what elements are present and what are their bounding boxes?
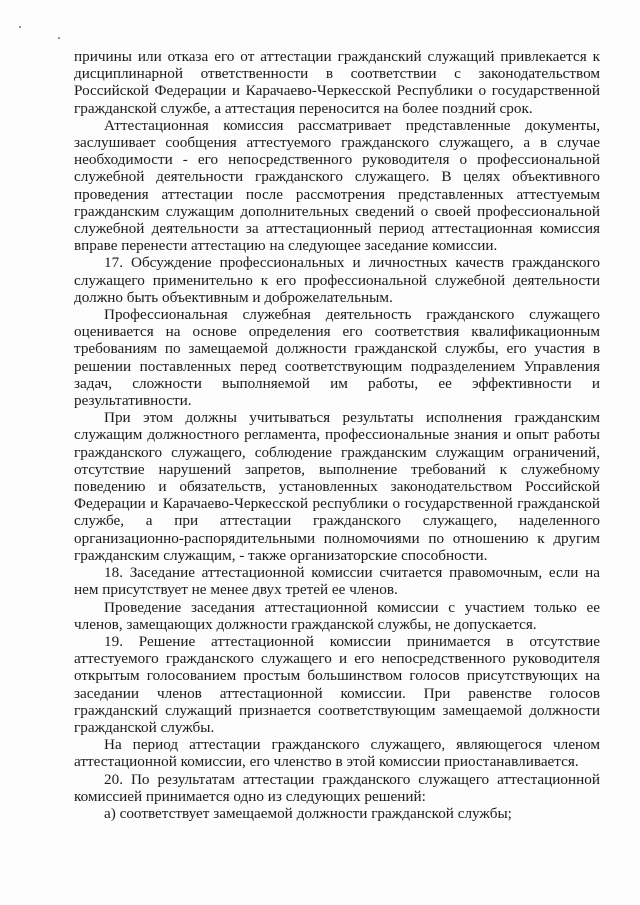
paragraph-professional-activity: Профессиональная служебная деятельность гражданского служащего оценивается на основе определения его соответствия квалификационным требованиям по замещаемой должности гражданской службы, его участия в решении поставленных перед соответствующим подразделением Управления задач, сложности выполняемой им работы, ее эффективности и результативности. [74,306,600,410]
paragraph-evaluation-factors: При этом должны учитываться результаты исполнения гражданским служащим должностного регламента, профессиональные знания и опыт работы гражданского служащего, соблюдение гражданским служащим ограничений, отсутствие нарушений запретов, выполнение требований к служебному поведению и обязательств, установленных законодательством Российской Федерации и Карачаево-Черкесской республики о государственной гражданской службе, а при аттестации гражданского служащего, наделенного организационно-распорядительными полномочиями по отношению к другим гражданским служащим, - также организаторские способности. [74,409,600,564]
scan-speck [19,26,21,28]
paragraph-continuation: причины или отказа его от аттестации гражданский служащий привлекается к дисциплинарной ответственности в соответствии с законодательством Российской Федерации и Карачаево-Черкесской Республики о государственной гражданской службе, а аттестация переносится на более поздний срок. [74,48,600,117]
paragraph-membership-suspension: На период аттестации гражданского служащего, являющегося членом аттестационной комиссии, его членство в этой комиссии приостанавливается. [74,736,600,771]
scan-speck [58,37,60,39]
paragraph-item-19: 19. Решение аттестационной комиссии принимается в отсутствие аттестуемого гражданского служащего и его непосредственного руководителя открытым голосованием простым большинством голосов присутствующих на заседании членов аттестационной комиссии. При равенстве голосов гражданский служащий признается соответствующим замещаемой должности гражданской службы. [74,632,600,736]
paragraph-decision-a: а) соответствует замещаемой должности гражданской службы; [104,804,512,822]
paragraph-meeting-restriction: Проведение заседания аттестационной комиссии с участием только ее членов, замещающих должности гражданской службы, не допускается. [74,598,600,633]
paragraph-item-18: 18. Заседание аттестационной комиссии считается правомочным, если на нем присутствует не менее двух третей ее членов. [74,564,600,599]
paragraph-item-17: 17. Обсуждение профессиональных и личностных качеств гражданского служащего применительно к его профессиональной служебной деятельности должно быть объективным и доброжелательным. [74,254,600,306]
paragraph-commission-review: Аттестационная комиссия рассматривает представленные документы, заслушивает сообщения аттестуемого гражданского служащего, а в случае необходимости - его непосредственного руководителя о профессиональной служебной деятельности гражданского служащего. В целях объективного проведения аттестации после рассмотрения представленных аттестуемым гражданским служащим дополнительных сведений о своей профессиональной служебной деятельности за аттестационный период аттестационная комиссия вправе перенести аттестацию на следующее заседание комиссии. [74,116,600,255]
document-body [74,48,600,822]
paragraph-item-20: 20. По результатам аттестации гражданского служащего аттестационной комиссией принимается одно из следующих решений: [74,770,600,805]
